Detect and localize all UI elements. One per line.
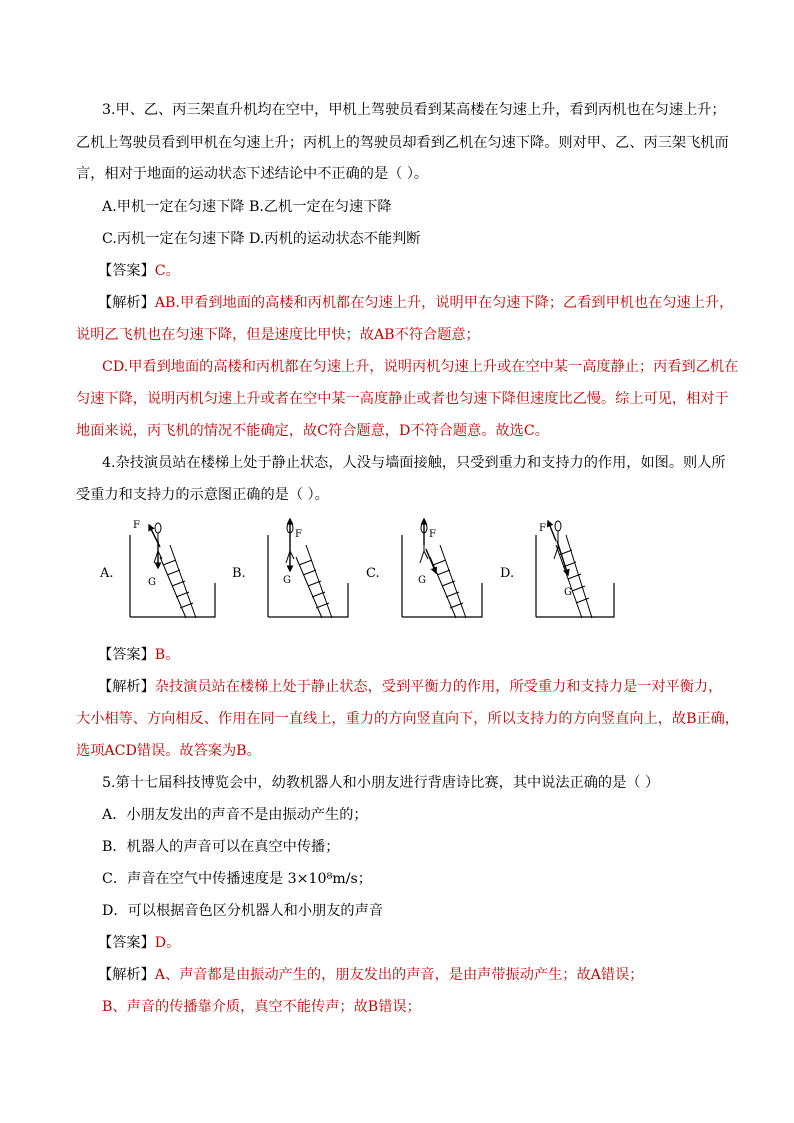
- q3-analysis-line-1: [98, 293, 733, 313]
- answer-label: 【答案】: [98, 647, 155, 663]
- figure-option-d: [500, 521, 614, 618]
- force-arrow-gravity: [426, 549, 436, 573]
- answer-label: 【答案】: [98, 263, 155, 279]
- force-label-g: G: [418, 575, 426, 586]
- analysis-label: 【解析】: [98, 679, 155, 695]
- q4-analysis-line-2: 大小相等、方向相反、作用在同一直线上，重力的方向竖直向下，所以支持力的方向竖直向上，故B正确，: [76, 711, 740, 727]
- q5-option-b: B．机器人的声音可以在真空中传播；: [102, 839, 340, 855]
- q3-analysis-line-2: 说明乙飞机也在匀速下降，但是速度比甲快；故AB不符合题意；: [76, 327, 480, 343]
- q3-stem-line-1: 3.甲、乙、丙三架直升机均在空中，甲机上驾驶员看到某高楼在匀速上升，看到丙机也在匀速上升；: [102, 102, 726, 118]
- q3-stem-line-2: 乙机上驾驶员看到甲机在匀速上升；丙机上的驾驶员却看到乙机在匀速下降。则对甲、乙、丙三架飞机而: [76, 135, 729, 151]
- q4-answer: [98, 645, 179, 665]
- person-head: [555, 521, 561, 531]
- q3-stem-line-3: 言，相对于地面的运动状态下述结论中不正确的是（ ）。: [76, 166, 429, 182]
- answer-value: B。: [154, 647, 180, 663]
- answer-label: 【答案】: [98, 935, 155, 951]
- q3-options-ab: A.甲机一定在匀速下降 B.乙机一定在匀速下降: [102, 199, 392, 215]
- q5-answer: [98, 933, 180, 953]
- q5-option-d: D．可以根据音色区分机器人和小朋友的声音: [102, 903, 383, 919]
- ladder: [430, 545, 466, 618]
- option-d-label: D.: [500, 566, 515, 581]
- figure-option-c: [366, 519, 482, 618]
- q5-option-a: A．小朋友发出的声音不是由振动产生的；: [102, 807, 368, 823]
- analysis-text: 杂技演员站在楼梯上处于静止状态，受到平衡力的作用，所受重力和支持力是一对平衡力，: [154, 679, 723, 695]
- wall-floor: [268, 535, 348, 617]
- q4-figure: [0, 515, 794, 635]
- q4-analysis-line-1: [98, 677, 722, 697]
- q3-analysis-line-5: 地面来说，丙飞机的情况不能确定，故C符合题意，D不符合题意。故选C。: [76, 423, 549, 439]
- force-label-g: G: [283, 575, 291, 586]
- force-label-f: F: [539, 523, 546, 534]
- q3-answer: [98, 261, 180, 281]
- analysis-label: 【解析】: [98, 295, 155, 311]
- force-arrow-gravity: [557, 541, 568, 575]
- option-c-label: C.: [366, 566, 380, 581]
- force-label-f: F: [133, 520, 140, 531]
- q3-analysis-line-3: CD.甲看到地面的高楼和丙机都在匀速上升，说明丙机匀速上升或在空中某一高度静止；丙看到乙机在: [102, 359, 739, 375]
- q5-option-c: C．声音在空气中传播速度是 3×10⁸m/s；: [102, 871, 372, 887]
- analysis-text: A、声音都是由振动产生的，朋友发出的声音，是由声带振动产生；故A错误；: [154, 967, 644, 983]
- q4-stem-line-2: 受重力和支持力的示意图正确的是（ ）。: [76, 487, 329, 503]
- answer-value: C。: [154, 263, 180, 279]
- ladder: [160, 545, 196, 618]
- figure-option-b: [232, 519, 348, 618]
- q3-analysis-line-4: 匀速下降，说明丙机匀速上升或者在空中某一高度静止或者也匀速下降但速度比乙慢。综上可见，相对于: [76, 391, 729, 407]
- analysis-label: 【解析】: [98, 967, 155, 983]
- answer-value: D。: [154, 935, 181, 951]
- ladder: [296, 545, 332, 618]
- q4-analysis-line-3: 选项ACD错误。故答案为B。: [76, 743, 261, 759]
- wall-floor: [130, 535, 215, 617]
- q3-options-cd: C.丙机一定在匀速下降 D.丙机的运动状态不能判断: [102, 231, 421, 247]
- q5-analysis-line-2: B、声音的传播靠介质，真空不能传声；故B错误；: [102, 999, 421, 1015]
- option-b-label: B.: [232, 566, 246, 581]
- q5-analysis-line-1: [98, 965, 643, 985]
- q5-stem: 5.第十七届科技博览会中，幼教机器人和小朋友进行背唐诗比赛，其中说法正确的是（ ）: [102, 775, 660, 791]
- figure-option-a: [99, 520, 215, 618]
- q4-stem-line-1: 4.杂技演员站在楼梯上处于静止状态，人没与墙面接触，只受到重力和支持力的作用，如图。则人所: [102, 455, 726, 471]
- person-head: [155, 523, 161, 533]
- option-a-label: A.: [100, 566, 114, 581]
- analysis-text: AB.甲看到地面的高楼和丙机都在匀速上升，说明甲在匀速下降；乙看到甲机也在匀速上升，: [154, 295, 734, 311]
- wall-floor: [402, 535, 482, 617]
- force-label-f: F: [429, 529, 436, 540]
- force-label-g: G: [564, 587, 572, 598]
- ladder: [556, 535, 592, 618]
- force-label-g: G: [148, 577, 156, 588]
- force-label-f: F: [295, 529, 302, 540]
